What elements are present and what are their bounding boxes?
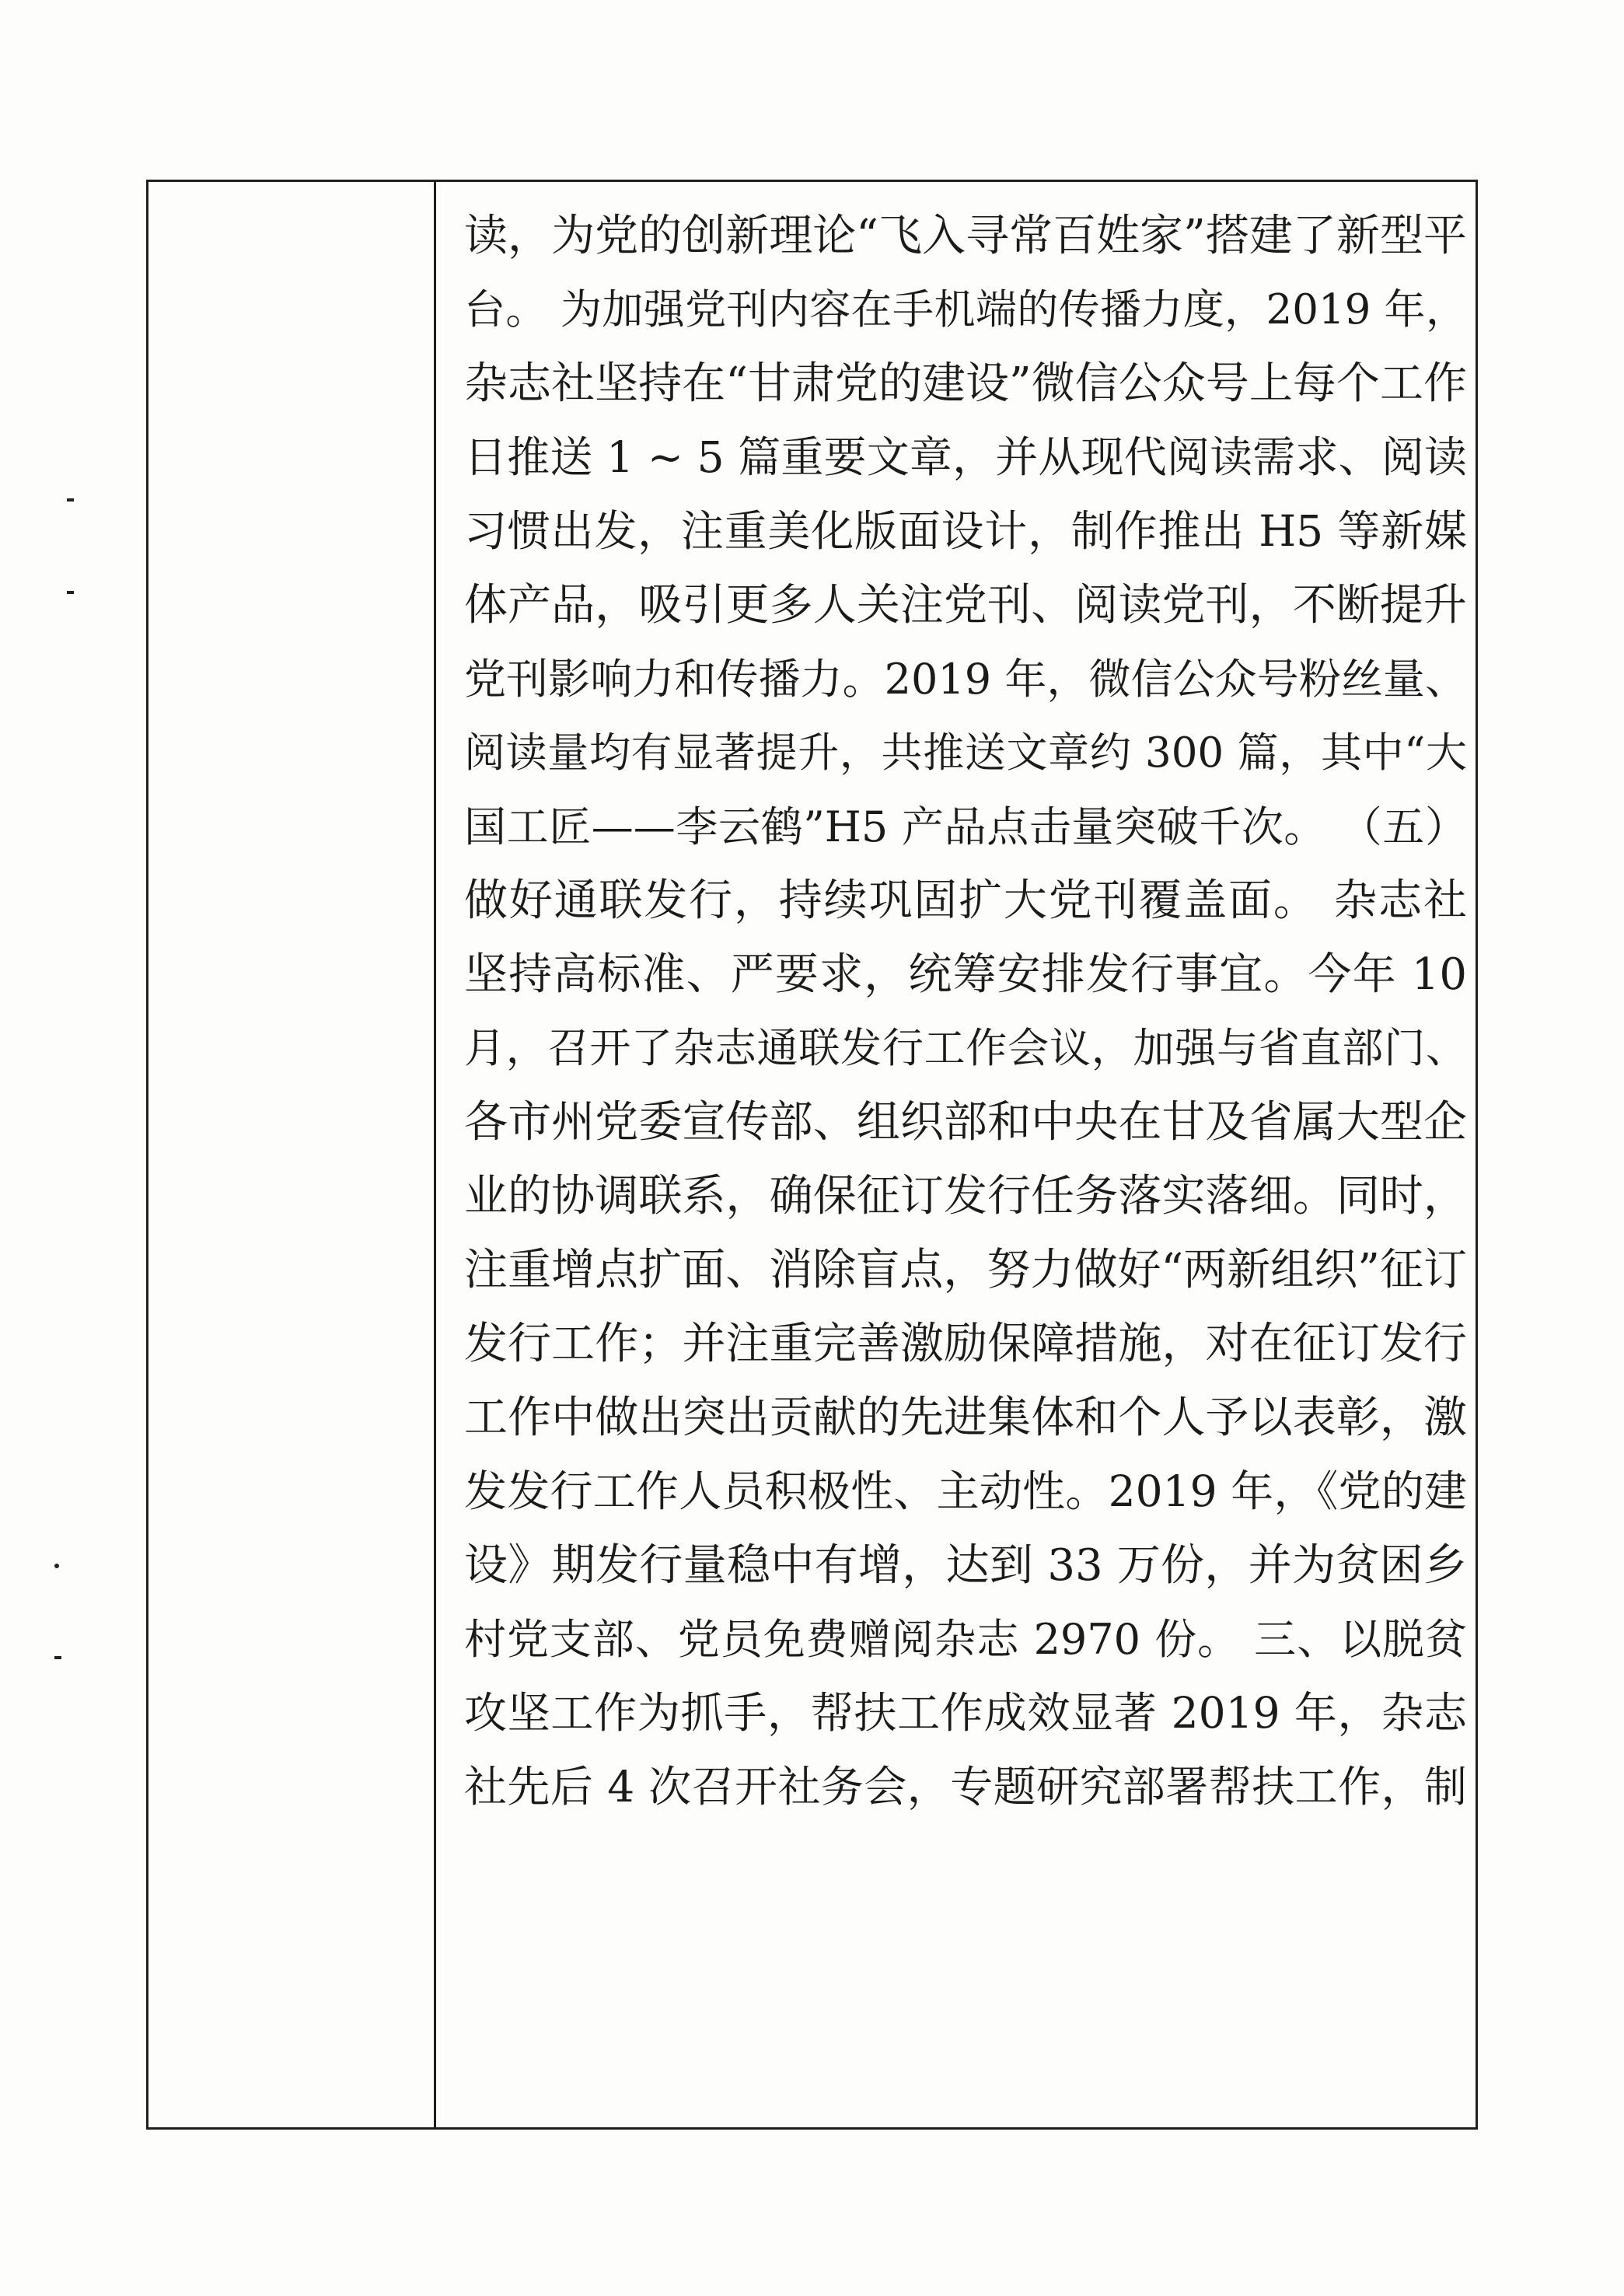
text-line: 业的协调联系，确保征订发行任务落实落细。同时， <box>464 1171 1467 1221</box>
text-line: 台。 为加强党刊内容在手机端的传播力度，2019 年， <box>464 286 1467 334</box>
text-line: 读，为党的创新理论“飞入寻常百姓家”搭建了新型平 <box>464 211 1467 261</box>
text-line: 习惯出发，注重美化版面设计，制作推出 H5 等新媒 <box>464 506 1467 556</box>
form-table <box>146 180 1478 2130</box>
body-text <box>464 199 1467 1824</box>
text-line: 各市州党委宣传部、组织部和中央在甘及省属大型企 <box>464 1097 1467 1148</box>
text-line: 国工匠——李云鹤”H5 产品点击量突破千次。 （五） <box>464 802 1467 851</box>
text-line: 杂志社坚持在“甘肃党的建设”微信公众号上每个工作 <box>464 358 1467 409</box>
text-line: 体产品，吸引更多人关注党刊、阅读党刊，不断提升 <box>464 580 1467 631</box>
text-line: 设》期发行量稳中有增，达到 33 万份，并为贫困乡 <box>464 1540 1467 1591</box>
content-cell <box>436 182 1476 2127</box>
left-label-cell <box>148 182 436 2127</box>
text-line: 社先后 4 次召开社务会，专题研究部署帮扶工作，制 <box>464 1762 1467 1812</box>
text-line: 发发行工作人员积极性、主动性。2019 年，《党的建 <box>464 1466 1467 1516</box>
text-line: 村党支部、党员免费赠阅杂志 2970 份。 三、以脱贫 <box>464 1615 1467 1664</box>
text-line: 月，召开了杂志通联发行工作会议，加强与省直部门、 <box>464 1025 1467 1072</box>
margin-mark <box>54 1656 61 1659</box>
text-line: 注重增点扩面、消除盲点，努力做好“两新组织”征订 <box>464 1245 1467 1295</box>
margin-mark <box>54 1564 59 1568</box>
text-line: 日推送 1 ~ 5 篇重要文章，并从现代阅读需求、阅读 <box>464 432 1467 482</box>
text-line: 发行工作；并注重完善激励保障措施，对在征订发行 <box>464 1319 1467 1369</box>
margin-mark <box>67 591 74 594</box>
text-line: 做好通联发行，持续巩固扩大党刊覆盖面。 杂志社 <box>464 875 1467 926</box>
text-line: 党刊影响力和传播力。2019 年，微信公众号粉丝量、 <box>464 655 1467 704</box>
text-line: 工作中做出突出贡献的先进集体和个人予以表彰，激 <box>464 1393 1467 1443</box>
text-line: 攻坚工作为抓手，帮扶工作成效显著 2019 年，杂志 <box>464 1688 1467 1738</box>
text-line: 坚持高标准、严要求，统筹安排发行事宜。今年 10 <box>464 949 1467 1000</box>
margin-mark <box>67 498 74 501</box>
text-line: 阅读量均有显著提升，共推送文章约 300 篇，其中“大 <box>464 729 1467 777</box>
